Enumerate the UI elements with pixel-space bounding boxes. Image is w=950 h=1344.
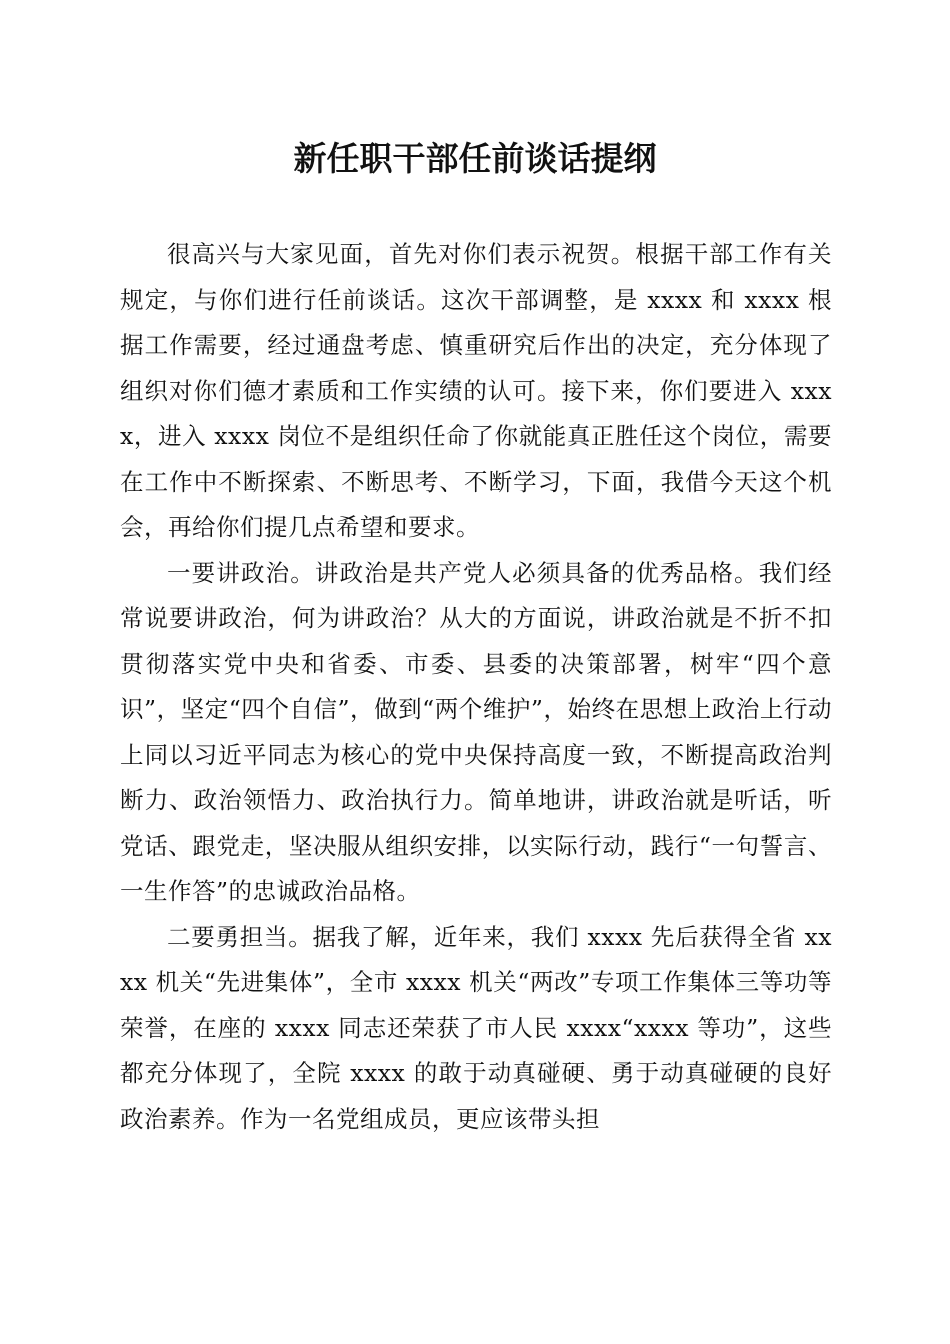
paragraph-responsibility: 二要勇担当。据我了解，近年来，我们 xxxx 先后获得全省 xxxx 机关“先进集体”，全市 xxxx 机关“两改”专项工作集体三等功等荣誉，在座的 xxxx 同志还荣获了市人民 xxxx“xxxx 等功”，这些都充分体现了，全院 xxxx 的敢于动真碰硬、勇于动真碰硬的良好政治素养。作为一名党组成员，更应该带头担 (120, 922, 832, 1133)
paragraph-intro: 很高兴与大家见面，首先对你们表示祝贺。根据干部工作有关规定，与你们进行任前谈话。这次干部调整，是 xxxx 和 xxxx 根据工作需要，经过通盘考虑、慎重研究后作出的决定，充分体现了组织对你们德才素质和工作实绩的认可。接下来，你们要进入 xxxx，进入 xxxx 岗位不是组织任命了你就能真正胜任这个岗位，需要在工作中不断探索、不断思考、不断学习，下面，我借今天这个机会，再给你们提几点希望和要求。 (120, 240, 832, 541)
document-body (120, 232, 832, 1142)
paragraph-politics: 一要讲政治。讲政治是共产党人必须具备的优秀品格。我们经常说要讲政治，何为讲政治？从大的方面说，讲政治就是不折不扣贯彻落实党中央和省委、市委、县委的决策部署，树牢“四个意识”，坚定“四个自信”，做到“两个维护”，始终在思想上政治上行动上同以习近平同志为核心的党中央保持高度一致，不断提高政治判断力、政治领悟力、政治执行力。简单地讲，讲政治就是听话，听党话、跟党走，坚决服从组织安排，以实际行动，践行“一句誓言、一生作答”的忠诚政治品格。 (120, 558, 832, 905)
document-title: 新任职干部任前谈话提纲 (293, 139, 657, 178)
